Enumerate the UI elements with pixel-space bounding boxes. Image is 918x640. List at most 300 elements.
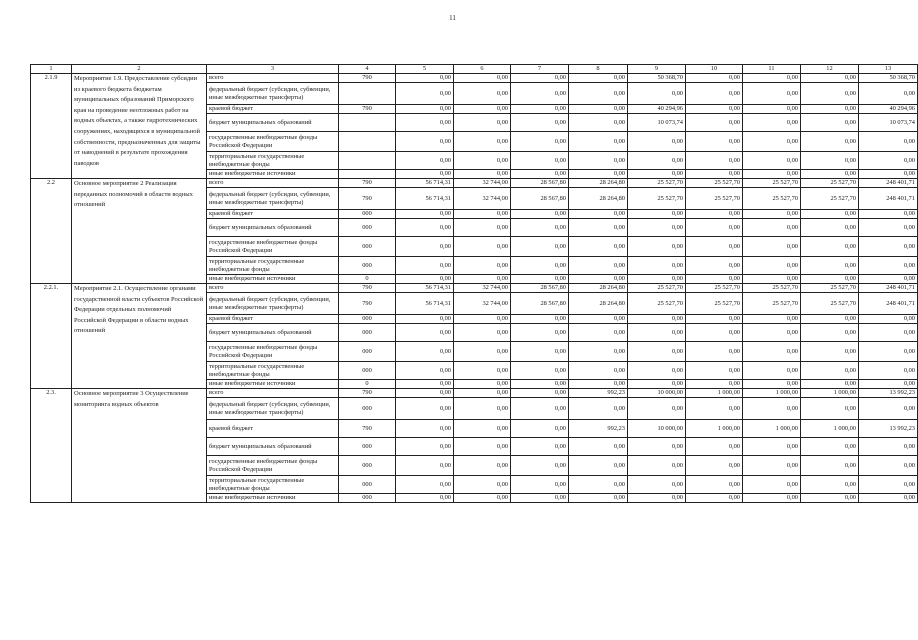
amount-cell: 25 527,70 — [628, 284, 686, 293]
amount-cell: 0,00 — [628, 438, 686, 456]
table-row — [31, 74, 918, 83]
amount-cell: 0,00 — [569, 210, 628, 219]
column-number-cell: 7 — [511, 65, 569, 74]
amount-cell: 0,00 — [686, 324, 743, 342]
amount-cell: 0,00 — [396, 219, 454, 237]
amount-cell: 0,00 — [743, 398, 801, 420]
amount-cell: 0,00 — [396, 389, 454, 398]
amount-cell: 0,00 — [859, 476, 918, 494]
column-number-cell: 8 — [569, 65, 628, 74]
funding-source: территориальные государственные внебюджетные фонды — [207, 362, 339, 380]
amount-cell: 0,00 — [801, 257, 859, 275]
amount-cell: 0,00 — [396, 114, 454, 132]
amount-cell: 0,00 — [454, 456, 511, 476]
amount-cell: 0,00 — [569, 275, 628, 284]
amount-cell: 0,00 — [569, 342, 628, 362]
amount-cell: 0,00 — [454, 83, 511, 105]
funding-source: федеральный бюджет (субсидии, субвенции, иные межбюджетные трансферты) — [207, 398, 339, 420]
amount-cell: 1 000,00 — [801, 420, 859, 438]
funding-source: государственные внебюджетные фонды Российской Федерации — [207, 456, 339, 476]
budget-code: 000 — [339, 342, 396, 362]
amount-cell: 0,00 — [801, 380, 859, 389]
amount-cell: 0,00 — [628, 315, 686, 324]
amount-cell: 0,00 — [454, 324, 511, 342]
funding-source: всего — [207, 74, 339, 83]
funding-source: территориальные государственные внебюджетные фонды — [207, 152, 339, 170]
amount-cell: 0,00 — [743, 83, 801, 105]
amount-cell: 1 000,00 — [743, 420, 801, 438]
amount-cell: 28 567,80 — [511, 179, 569, 188]
amount-cell: 0,00 — [686, 74, 743, 83]
amount-cell: 28 567,80 — [511, 188, 569, 210]
amount-cell: 0,00 — [396, 342, 454, 362]
amount-cell: 0,00 — [859, 315, 918, 324]
funding-source: краевой бюджет — [207, 105, 339, 114]
amount-cell: 28 264,80 — [569, 188, 628, 210]
amount-cell: 0,00 — [511, 83, 569, 105]
amount-cell: 0,00 — [743, 324, 801, 342]
amount-cell: 0,00 — [396, 456, 454, 476]
amount-cell: 0,00 — [511, 456, 569, 476]
funding-source: иные внебюджетные источники — [207, 170, 339, 179]
amount-cell: 0,00 — [396, 362, 454, 380]
amount-cell: 0,00 — [396, 210, 454, 219]
amount-cell: 992,23 — [569, 420, 628, 438]
page-number: 11 — [449, 14, 456, 22]
funding-source: всего — [207, 284, 339, 293]
amount-cell: 0,00 — [743, 315, 801, 324]
amount-cell: 0,00 — [511, 275, 569, 284]
amount-cell: 28 264,80 — [569, 284, 628, 293]
amount-cell: 0,00 — [686, 170, 743, 179]
budget-code: 790 — [339, 284, 396, 293]
amount-cell: 0,00 — [801, 476, 859, 494]
amount-cell: 0,00 — [859, 324, 918, 342]
amount-cell: 0,00 — [569, 114, 628, 132]
amount-cell: 0,00 — [396, 324, 454, 342]
amount-cell: 0,00 — [628, 494, 686, 503]
amount-cell: 25 527,70 — [801, 284, 859, 293]
amount-cell: 0,00 — [569, 362, 628, 380]
budget-code: 000 — [339, 219, 396, 237]
amount-cell: 0,00 — [686, 237, 743, 257]
budget-code: 000 — [339, 438, 396, 456]
amount-cell: 0,00 — [396, 275, 454, 284]
amount-cell: 0,00 — [859, 257, 918, 275]
amount-cell: 0,00 — [743, 210, 801, 219]
amount-cell: 10 000,00 — [628, 389, 686, 398]
budget-code: 790 — [339, 293, 396, 315]
amount-cell: 1 000,00 — [743, 389, 801, 398]
table-body — [31, 65, 918, 503]
funding-source: краевой бюджет — [207, 420, 339, 438]
amount-cell: 0,00 — [454, 219, 511, 237]
amount-cell: 0,00 — [801, 105, 859, 114]
amount-cell: 0,00 — [859, 132, 918, 152]
amount-cell: 0,00 — [859, 398, 918, 420]
amount-cell: 0,00 — [511, 114, 569, 132]
amount-cell: 0,00 — [396, 237, 454, 257]
amount-cell: 0,00 — [396, 420, 454, 438]
amount-cell: 0,00 — [628, 362, 686, 380]
funding-source: государственные внебюджетные фонды Российской Федерации — [207, 342, 339, 362]
amount-cell: 25 527,70 — [801, 188, 859, 210]
measure-name: Мероприятие 2.1. Осуществление органами государственной власти субъектов Российской Федерации отдельных полномочий Российской Федерации в области водных отношений — [72, 284, 207, 389]
amount-cell: 0,00 — [801, 74, 859, 83]
amount-cell: 0,00 — [686, 380, 743, 389]
measure-code: 2.2.1. — [31, 284, 72, 389]
amount-cell: 0,00 — [511, 494, 569, 503]
amount-cell: 0,00 — [569, 237, 628, 257]
amount-cell: 0,00 — [743, 219, 801, 237]
amount-cell: 0,00 — [859, 494, 918, 503]
amount-cell: 0,00 — [396, 132, 454, 152]
amount-cell: 0,00 — [511, 362, 569, 380]
amount-cell: 0,00 — [859, 83, 918, 105]
amount-cell: 0,00 — [511, 324, 569, 342]
amount-cell: 25 527,70 — [801, 179, 859, 188]
amount-cell: 0,00 — [454, 494, 511, 503]
measure-name: Мероприятие 1.9. Предоставление субсидии из краевого бюджета бюджетам муниципальных образований Приморского края на проведение неотложных работ на водных объектах, а также гидротехнических сооружениях, находящихся в муниципальной собственности, предназначенных для защиты от наводнений в результате прохождения паводков — [72, 74, 207, 179]
amount-cell: 0,00 — [743, 456, 801, 476]
amount-cell: 0,00 — [801, 494, 859, 503]
budget-table — [30, 64, 918, 503]
amount-cell: 0,00 — [628, 132, 686, 152]
column-number-cell: 12 — [801, 65, 859, 74]
amount-cell: 0,00 — [859, 362, 918, 380]
amount-cell: 0,00 — [454, 74, 511, 83]
amount-cell: 50 368,70 — [859, 74, 918, 83]
amount-cell: 0,00 — [511, 152, 569, 170]
amount-cell: 0,00 — [396, 438, 454, 456]
amount-cell: 0,00 — [511, 342, 569, 362]
funding-source: всего — [207, 179, 339, 188]
amount-cell: 40 294,96 — [628, 105, 686, 114]
funding-source: бюджет муниципальных образований — [207, 438, 339, 456]
amount-cell: 0,00 — [743, 237, 801, 257]
amount-cell: 0,00 — [454, 257, 511, 275]
column-number-cell: 5 — [396, 65, 454, 74]
amount-cell: 0,00 — [628, 83, 686, 105]
amount-cell: 10 000,00 — [628, 420, 686, 438]
budget-code — [339, 170, 396, 179]
column-number-cell: 11 — [743, 65, 801, 74]
column-number-cell: 6 — [454, 65, 511, 74]
measure-name: Основное мероприятие 2 Реализация переданных полномочий в области водных отношений — [72, 179, 207, 284]
amount-cell: 0,00 — [628, 257, 686, 275]
amount-cell: 0,00 — [628, 456, 686, 476]
amount-cell: 0,00 — [569, 398, 628, 420]
amount-cell: 0,00 — [859, 170, 918, 179]
amount-cell: 32 744,00 — [454, 284, 511, 293]
amount-cell: 0,00 — [396, 398, 454, 420]
amount-cell: 0,00 — [743, 257, 801, 275]
amount-cell: 0,00 — [396, 494, 454, 503]
amount-cell: 10 073,74 — [628, 114, 686, 132]
budget-code: 000 — [339, 210, 396, 219]
amount-cell: 0,00 — [686, 362, 743, 380]
amount-cell: 50 368,70 — [628, 74, 686, 83]
amount-cell: 25 527,70 — [743, 179, 801, 188]
amount-cell: 0,00 — [511, 74, 569, 83]
funding-source: бюджет муниципальных образований — [207, 114, 339, 132]
amount-cell: 0,00 — [743, 476, 801, 494]
amount-cell: 0,00 — [454, 210, 511, 219]
amount-cell: 0,00 — [569, 74, 628, 83]
amount-cell: 56 714,31 — [396, 188, 454, 210]
amount-cell: 13 992,23 — [859, 420, 918, 438]
amount-cell: 0,00 — [396, 315, 454, 324]
amount-cell: 0,00 — [454, 275, 511, 284]
amount-cell: 0,00 — [454, 342, 511, 362]
funding-source: всего — [207, 389, 339, 398]
budget-code: 0 — [339, 380, 396, 389]
amount-cell: 0,00 — [511, 420, 569, 438]
amount-cell: 0,00 — [569, 380, 628, 389]
amount-cell: 0,00 — [743, 438, 801, 456]
amount-cell: 0,00 — [743, 380, 801, 389]
amount-cell: 0,00 — [511, 257, 569, 275]
amount-cell: 28 567,80 — [511, 284, 569, 293]
funding-source: государственные внебюджетные фонды Российской Федерации — [207, 132, 339, 152]
amount-cell: 0,00 — [743, 152, 801, 170]
amount-cell: 28 567,80 — [511, 293, 569, 315]
amount-cell: 0,00 — [743, 170, 801, 179]
amount-cell: 0,00 — [569, 152, 628, 170]
amount-cell: 0,00 — [511, 398, 569, 420]
amount-cell: 0,00 — [686, 398, 743, 420]
amount-cell: 0,00 — [859, 210, 918, 219]
amount-cell: 0,00 — [628, 342, 686, 362]
amount-cell: 13 992,23 — [859, 389, 918, 398]
measure-code: 2.3. — [31, 389, 72, 503]
amount-cell: 0,00 — [454, 420, 511, 438]
table-row — [31, 284, 918, 293]
amount-cell: 0,00 — [801, 362, 859, 380]
amount-cell: 0,00 — [454, 362, 511, 380]
amount-cell: 0,00 — [396, 170, 454, 179]
amount-cell: 0,00 — [454, 170, 511, 179]
amount-cell: 0,00 — [859, 219, 918, 237]
amount-cell: 0,00 — [743, 362, 801, 380]
funding-source: территориальные государственные внебюджетные фонды — [207, 257, 339, 275]
amount-cell: 0,00 — [628, 170, 686, 179]
amount-cell: 0,00 — [628, 380, 686, 389]
amount-cell: 0,00 — [396, 83, 454, 105]
amount-cell: 0,00 — [569, 438, 628, 456]
amount-cell: 0,00 — [801, 152, 859, 170]
funding-source: краевой бюджет — [207, 210, 339, 219]
amount-cell: 56 714,31 — [396, 179, 454, 188]
budget-code: 000 — [339, 398, 396, 420]
amount-cell: 0,00 — [511, 389, 569, 398]
amount-cell: 0,00 — [743, 342, 801, 362]
amount-cell: 25 527,70 — [628, 188, 686, 210]
funding-source: государственные внебюджетные фонды Российской Федерации — [207, 237, 339, 257]
amount-cell: 0,00 — [859, 342, 918, 362]
amount-cell: 0,00 — [686, 342, 743, 362]
amount-cell: 0,00 — [454, 114, 511, 132]
amount-cell: 0,00 — [511, 170, 569, 179]
amount-cell: 0,00 — [686, 210, 743, 219]
amount-cell: 0,00 — [454, 315, 511, 324]
amount-cell: 0,00 — [569, 132, 628, 152]
amount-cell: 0,00 — [511, 210, 569, 219]
budget-code: 000 — [339, 362, 396, 380]
amount-cell: 25 527,70 — [743, 293, 801, 315]
funding-source: иные внебюджетные источники — [207, 380, 339, 389]
amount-cell: 0,00 — [686, 494, 743, 503]
amount-cell: 0,00 — [801, 132, 859, 152]
amount-cell: 10 073,74 — [859, 114, 918, 132]
amount-cell: 0,00 — [396, 257, 454, 275]
amount-cell: 0,00 — [686, 315, 743, 324]
amount-cell: 32 744,00 — [454, 293, 511, 315]
amount-cell: 0,00 — [396, 105, 454, 114]
funding-source: федеральный бюджет (субсидии, субвенции, иные межбюджетные трансферты) — [207, 293, 339, 315]
amount-cell: 0,00 — [628, 476, 686, 494]
measure-code: 2.1.9 — [31, 74, 72, 179]
amount-cell: 0,00 — [511, 380, 569, 389]
amount-cell: 0,00 — [686, 257, 743, 275]
amount-cell: 248 401,71 — [859, 284, 918, 293]
amount-cell: 0,00 — [511, 315, 569, 324]
funding-source: федеральный бюджет (субсидии, субвенции, иные межбюджетные трансферты) — [207, 83, 339, 105]
amount-cell: 248 401,71 — [859, 179, 918, 188]
budget-code: 000 — [339, 456, 396, 476]
amount-cell: 1 000,00 — [686, 420, 743, 438]
budget-code: 000 — [339, 257, 396, 275]
amount-cell: 0,00 — [454, 380, 511, 389]
table-row — [31, 389, 918, 398]
amount-cell: 0,00 — [628, 152, 686, 170]
amount-cell: 0,00 — [801, 237, 859, 257]
amount-cell: 0,00 — [628, 398, 686, 420]
amount-cell: 0,00 — [454, 105, 511, 114]
budget-code — [339, 132, 396, 152]
column-number-header — [31, 65, 918, 74]
amount-cell: 0,00 — [859, 152, 918, 170]
amount-cell: 0,00 — [686, 476, 743, 494]
budget-code: 790 — [339, 179, 396, 188]
amount-cell: 0,00 — [569, 476, 628, 494]
amount-cell: 0,00 — [686, 83, 743, 105]
amount-cell: 0,00 — [628, 210, 686, 219]
budget-code: 790 — [339, 74, 396, 83]
amount-cell: 0,00 — [801, 219, 859, 237]
amount-cell: 0,00 — [801, 342, 859, 362]
amount-cell: 0,00 — [743, 114, 801, 132]
amount-cell: 0,00 — [801, 210, 859, 219]
amount-cell: 0,00 — [859, 456, 918, 476]
funding-source: бюджет муниципальных образований — [207, 324, 339, 342]
amount-cell: 25 527,70 — [686, 188, 743, 210]
amount-cell: 0,00 — [569, 456, 628, 476]
column-number-cell: 4 — [339, 65, 396, 74]
amount-cell: 25 527,70 — [743, 284, 801, 293]
amount-cell: 0,00 — [454, 438, 511, 456]
amount-cell: 0,00 — [511, 105, 569, 114]
budget-code: 000 — [339, 315, 396, 324]
budget-code: 000 — [339, 324, 396, 342]
budget-code: 790 — [339, 105, 396, 114]
amount-cell: 1 000,00 — [686, 389, 743, 398]
funding-source: бюджет муниципальных образований — [207, 219, 339, 237]
amount-cell: 25 527,70 — [686, 179, 743, 188]
budget-code: 000 — [339, 476, 396, 494]
column-number-cell: 1 — [31, 65, 72, 74]
amount-cell: 0,00 — [569, 83, 628, 105]
amount-cell: 0,00 — [801, 324, 859, 342]
amount-cell: 0,00 — [801, 398, 859, 420]
table-row — [31, 179, 918, 188]
budget-code — [339, 114, 396, 132]
budget-code: 790 — [339, 188, 396, 210]
amount-cell: 25 527,70 — [628, 293, 686, 315]
budget-code — [339, 152, 396, 170]
amount-cell: 0,00 — [569, 315, 628, 324]
amount-cell: 1 000,00 — [801, 389, 859, 398]
amount-cell: 0,00 — [743, 132, 801, 152]
amount-cell: 0,00 — [801, 170, 859, 179]
amount-cell: 0,00 — [628, 324, 686, 342]
amount-cell: 0,00 — [511, 476, 569, 494]
amount-cell: 0,00 — [511, 237, 569, 257]
amount-cell: 0,00 — [569, 324, 628, 342]
amount-cell: 0,00 — [801, 438, 859, 456]
amount-cell: 0,00 — [569, 105, 628, 114]
amount-cell: 0,00 — [801, 83, 859, 105]
amount-cell: 28 264,80 — [569, 293, 628, 315]
amount-cell: 0,00 — [686, 275, 743, 284]
amount-cell: 0,00 — [801, 315, 859, 324]
amount-cell: 56 714,31 — [396, 284, 454, 293]
amount-cell: 0,00 — [569, 170, 628, 179]
amount-cell: 0,00 — [454, 132, 511, 152]
column-number-cell: 3 — [207, 65, 339, 74]
amount-cell: 0,00 — [859, 237, 918, 257]
column-number-cell: 9 — [628, 65, 686, 74]
amount-cell: 0,00 — [628, 237, 686, 257]
amount-cell: 28 264,80 — [569, 179, 628, 188]
budget-code: 000 — [339, 494, 396, 503]
amount-cell: 0,00 — [859, 275, 918, 284]
amount-cell: 0,00 — [859, 438, 918, 456]
amount-cell: 0,00 — [454, 237, 511, 257]
amount-cell: 0,00 — [743, 494, 801, 503]
amount-cell: 0,00 — [801, 456, 859, 476]
budget-code: 790 — [339, 389, 396, 398]
amount-cell: 0,00 — [686, 105, 743, 114]
column-number-cell: 2 — [72, 65, 207, 74]
funding-source: иные внебюджетные источники — [207, 275, 339, 284]
amount-cell: 25 527,70 — [686, 284, 743, 293]
amount-cell: 56 714,31 — [396, 293, 454, 315]
amount-cell: 0,00 — [686, 219, 743, 237]
amount-cell: 0,00 — [396, 476, 454, 494]
amount-cell: 0,00 — [801, 275, 859, 284]
amount-cell: 0,00 — [511, 132, 569, 152]
amount-cell: 0,00 — [628, 275, 686, 284]
measure-code: 2.2 — [31, 179, 72, 284]
amount-cell: 0,00 — [511, 438, 569, 456]
amount-cell: 0,00 — [569, 219, 628, 237]
amount-cell: 0,00 — [396, 152, 454, 170]
funding-source: иные внебюджетные источники — [207, 494, 339, 503]
amount-cell: 0,00 — [859, 380, 918, 389]
amount-cell: 0,00 — [743, 275, 801, 284]
amount-cell: 0,00 — [454, 389, 511, 398]
